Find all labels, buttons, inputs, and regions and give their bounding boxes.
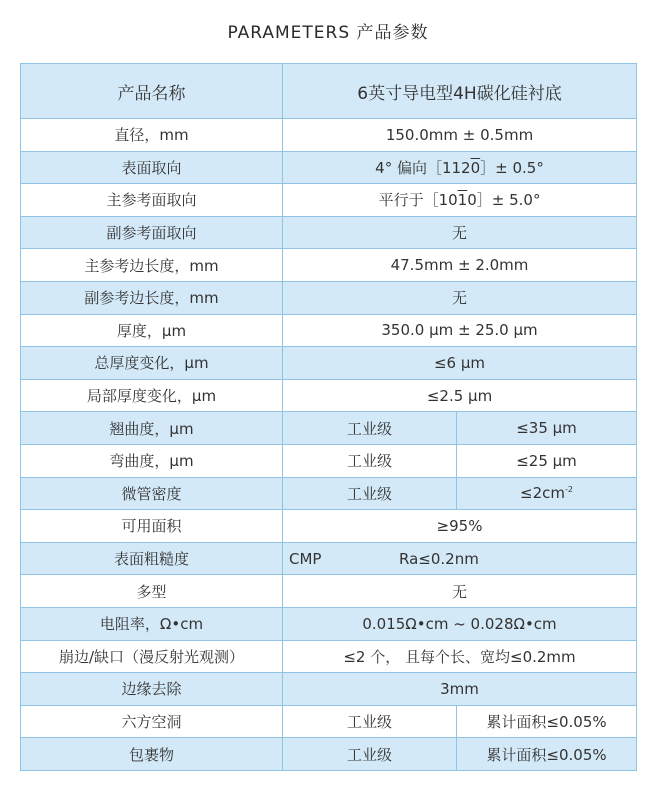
value-overline-digit: 0 <box>470 158 481 177</box>
row-value <box>283 542 637 575</box>
row-value: ≤2.5 μm <box>283 379 637 412</box>
row-grade: 工业级 <box>283 477 457 510</box>
table-row <box>21 705 637 738</box>
table-row <box>21 575 637 608</box>
table-row <box>21 281 637 314</box>
row-label: 翘曲度，μm <box>21 412 283 445</box>
row-value: 150.0mm ± 0.5mm <box>283 119 637 152</box>
row-label: 弯曲度，μm <box>21 444 283 477</box>
value-part: Ra≤0.2nm <box>399 549 479 568</box>
row-grade: 工业级 <box>283 412 457 445</box>
table-row <box>21 673 637 706</box>
header-value-cell: 6英寸导电型4H碳化硅衬底 <box>283 64 637 119</box>
row-value: 47.5mm ± 2.0mm <box>283 249 637 282</box>
row-value: 累计面积≤0.05% <box>457 705 637 738</box>
value-part: 平行于［10 <box>378 191 458 210</box>
table-row <box>21 444 637 477</box>
row-value <box>457 477 637 510</box>
table-row <box>21 477 637 510</box>
table-row <box>21 542 637 575</box>
table-row <box>21 379 637 412</box>
row-value: 0.015Ω•cm ~ 0.028Ω•cm <box>283 607 637 640</box>
value-overline-digit: 1 <box>457 191 468 210</box>
table-row <box>21 151 637 184</box>
table-row <box>21 347 637 380</box>
value-superscript: -2 <box>565 485 573 495</box>
row-value: 无 <box>283 575 637 608</box>
row-label: 局部厚度变化，μm <box>21 379 283 412</box>
row-label: 主参考边长度，mm <box>21 249 283 282</box>
row-label: 崩边/缺口（漫反射光观测） <box>21 640 283 673</box>
row-label: 多型 <box>21 575 283 608</box>
table-row <box>21 216 637 249</box>
table-row <box>21 119 637 152</box>
parameters-table <box>20 63 637 771</box>
row-label: 副参考边长度，mm <box>21 281 283 314</box>
row-value: ≤2 个， 且每个长、宽均≤0.2mm <box>283 640 637 673</box>
row-label: 表面粗糙度 <box>21 542 283 575</box>
table-row <box>21 314 637 347</box>
table-row <box>21 412 637 445</box>
row-value: 无 <box>283 281 637 314</box>
table-row <box>21 738 637 771</box>
row-label: 电阻率，Ω•cm <box>21 607 283 640</box>
page-title: PARAMETERS 产品参数 <box>227 23 429 43</box>
row-value: ≤35 μm <box>457 412 637 445</box>
row-label: 表面取向 <box>21 151 283 184</box>
value-method: CMP <box>289 549 322 568</box>
table-row <box>21 510 637 543</box>
value-part: ≤2cm <box>520 484 565 503</box>
row-label: 边缘去除 <box>21 673 283 706</box>
value-part: 4° 偏向［112 <box>375 158 471 177</box>
table-header-row <box>21 64 637 119</box>
row-value: 无 <box>283 216 637 249</box>
row-grade: 工业级 <box>283 705 457 738</box>
row-value: ≥95% <box>283 510 637 543</box>
row-value <box>283 151 637 184</box>
row-value: 350.0 μm ± 25.0 μm <box>283 314 637 347</box>
value-part: ］± 0.5° <box>480 158 544 177</box>
row-grade: 工业级 <box>283 738 457 771</box>
row-grade: 工业级 <box>283 444 457 477</box>
table-row <box>21 640 637 673</box>
row-value <box>283 184 637 217</box>
row-value: ≤25 μm <box>457 444 637 477</box>
row-label: 直径，mm <box>21 119 283 152</box>
row-value: ≤6 μm <box>283 347 637 380</box>
row-label: 六方空洞 <box>21 705 283 738</box>
value-part: 0］± 5.0° <box>467 191 541 210</box>
row-label: 主参考面取向 <box>21 184 283 217</box>
row-label: 微管密度 <box>21 477 283 510</box>
row-label: 包裹物 <box>21 738 283 771</box>
row-label: 厚度，μm <box>21 314 283 347</box>
table-row <box>21 607 637 640</box>
row-label: 可用面积 <box>21 510 283 543</box>
table-row <box>21 184 637 217</box>
row-label: 总厚度变化，μm <box>21 347 283 380</box>
row-value: 3mm <box>283 673 637 706</box>
table-row <box>21 249 637 282</box>
row-label: 副参考面取向 <box>21 216 283 249</box>
header-label-cell: 产品名称 <box>21 64 283 119</box>
row-value: 累计面积≤0.05% <box>457 738 637 771</box>
